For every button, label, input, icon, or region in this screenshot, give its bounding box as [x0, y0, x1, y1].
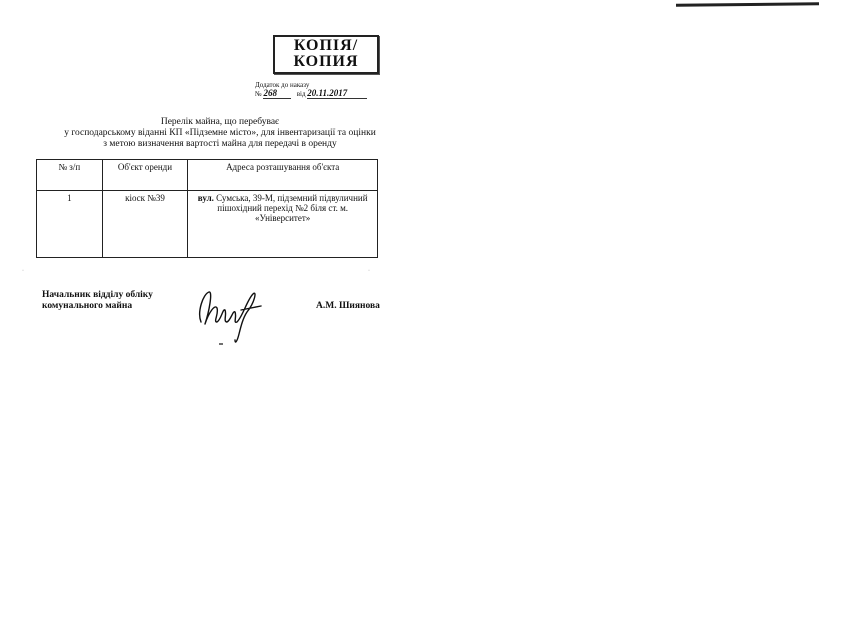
header-number: № з/п: [37, 160, 103, 191]
annex-date: 20.11.2017: [307, 88, 348, 98]
heading-line-2: у господарському віданні КП «Підземне місто», для інвентаризації та оцінки: [64, 128, 376, 138]
stamp-line-1: КОПІЯ/: [293, 37, 359, 54]
cell-number: 1: [37, 191, 103, 258]
cell-object: кіоск №39: [102, 191, 188, 258]
signatory-title-line-1: Начальник відділу обліку: [42, 290, 153, 300]
heading-line-3: з метою визначення вартості майна для передачі в оренду: [103, 139, 337, 149]
stamp-line-2: КОПИЯ: [293, 53, 359, 70]
annex-reference: [255, 81, 367, 99]
table-row: [37, 191, 378, 258]
annex-date-prefix: від: [296, 90, 306, 98]
scan-speck: ·: [22, 268, 24, 274]
property-table: [36, 159, 378, 258]
copy-stamp: [273, 35, 379, 74]
heading-line-1: Перелік майна, що перебуває: [160, 117, 280, 127]
table-header-row: [37, 160, 378, 191]
scan-speck: ·: [368, 268, 370, 274]
cell-address: [188, 191, 378, 258]
handwritten-signature: [195, 282, 270, 348]
address-text: Сумська, 39-М, підземний підвуличний пішохідний перехід №2 біля ст. м. «Університет»: [216, 193, 368, 223]
signatory-title: [42, 290, 153, 312]
annex-number: 268: [263, 88, 277, 98]
signatory-title-line-2: комунального майна: [42, 301, 133, 311]
annex-label: Додаток до наказу: [255, 81, 310, 89]
document-heading: [30, 117, 410, 150]
header-object: Об'єкт оренди: [102, 160, 188, 191]
signatory-name: А.М. Шиянова: [316, 301, 380, 311]
annex-number-prefix: №: [255, 90, 262, 98]
address-street-prefix: вул.: [197, 193, 214, 203]
header-address: Адреса розташування об'єкта: [188, 160, 378, 191]
scan-edge-line: [676, 2, 819, 6]
